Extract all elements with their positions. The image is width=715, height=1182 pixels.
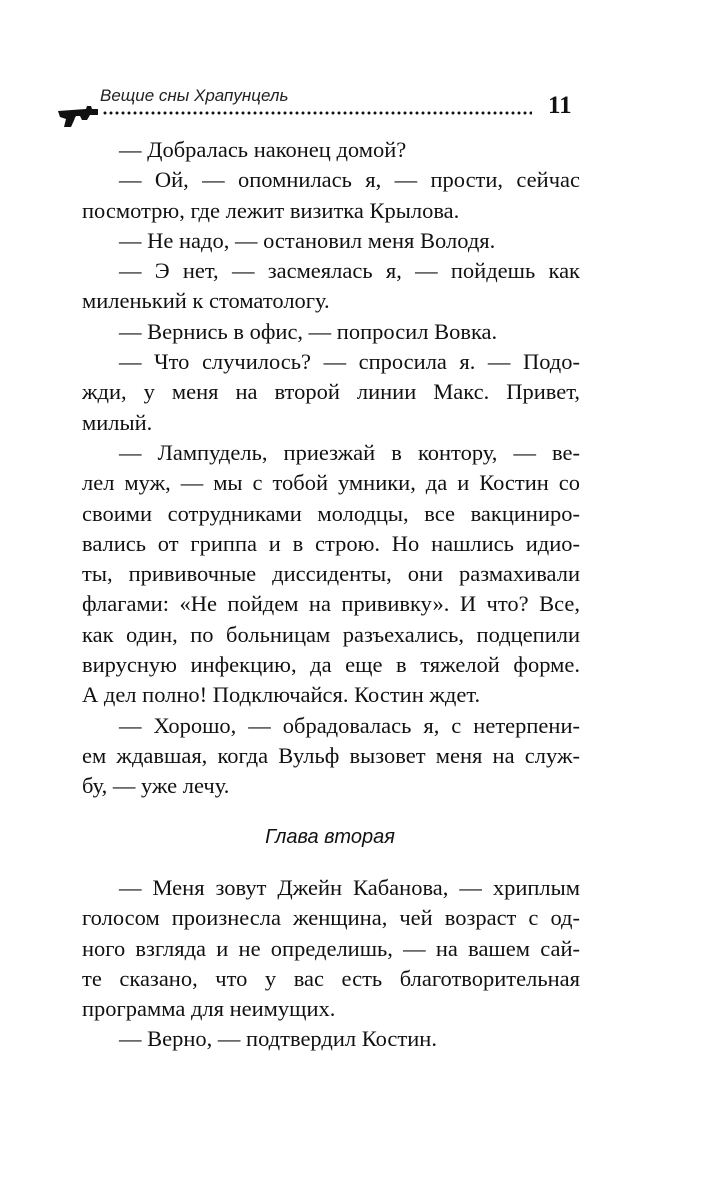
text-line: как один, по больницам разъехались, подцепили [82,621,580,647]
revolver-icon [56,102,100,128]
text-line: — Не надо, — остановил меня Володя. [119,227,496,253]
text-line: милый. [82,409,153,435]
text-line: — Ой, — опомнилась я, — прости, сейчас [119,167,580,193]
text-line: А дел полно! Подключайся. Костин ждет. [82,682,481,708]
paragraph [82,347,580,438]
running-head [48,80,688,130]
text-line: — Лампудель, приезжай в контору, — ве- [119,439,580,465]
paragraph [82,438,580,711]
text-line: вались от гриппа и в строю. Но нашлись идио- [82,530,580,556]
paragraph [82,711,580,802]
text-line: вирусную инфекцию, да еще в тяжелой форме. [82,652,580,678]
text-line: — Что случилось? — спросила я. — Подо- [119,349,580,375]
paragraph [82,256,580,317]
text-line: ты, прививочные диссиденты, они размахивали [82,561,580,587]
paragraph [82,135,580,165]
body-text-top [82,135,580,802]
body-text-bottom [82,873,580,1055]
text-line: — Э нет, — засмеялась я, — пойдешь как [119,258,580,284]
text-line: — Меня зовут Джейн Кабанова, — хриплым [119,875,580,900]
page-number: 11 [548,92,572,119]
text-line: лел муж, — мы с тобой умники, да и Костин со [82,470,580,496]
paragraph [82,165,580,226]
text-line: — Верно, — подтвердил Костин. [119,1026,437,1052]
text-line: — Добралась наконец домой? [119,137,407,162]
book-title: Вещие сны Храпунцель [100,86,289,105]
chapter-heading: Глава вторая [265,826,395,848]
text-line: бу, — уже лечу. [82,773,230,799]
text-line: посмотрю, где лежит визитка Крылова. [82,197,460,223]
text-line: те сказано, что у вас есть благотворительная [82,965,580,991]
paragraph [82,873,580,1024]
text-line: ного взгляда и не определишь, — на вашем сай- [82,935,580,961]
paragraph [82,226,580,256]
text-line: — Вернись в офис, — попросил Вовка. [119,318,498,344]
text-line: миленький к стоматологу. [82,288,330,314]
dotted-leader [102,111,532,115]
paragraph [82,317,580,347]
paragraph [82,1024,580,1054]
text-line: своими сотрудниками молодцы, все вакциниро- [82,500,580,526]
text-line: голосом произнесла женщина, чей возраст с од- [82,905,580,931]
text-line: — Хорошо, — обрадовалась я, с нетерпени- [119,712,580,738]
text-line: ем ждавшая, когда Вульф вызовет меня на служ- [82,742,580,768]
text-line: флагами: «Не пойдем на прививку». И что? Все, [82,591,580,617]
text-line: программа для неимущих. [82,996,336,1022]
text-line: жди, у меня на второй линии Макс. Привет, [82,379,580,405]
